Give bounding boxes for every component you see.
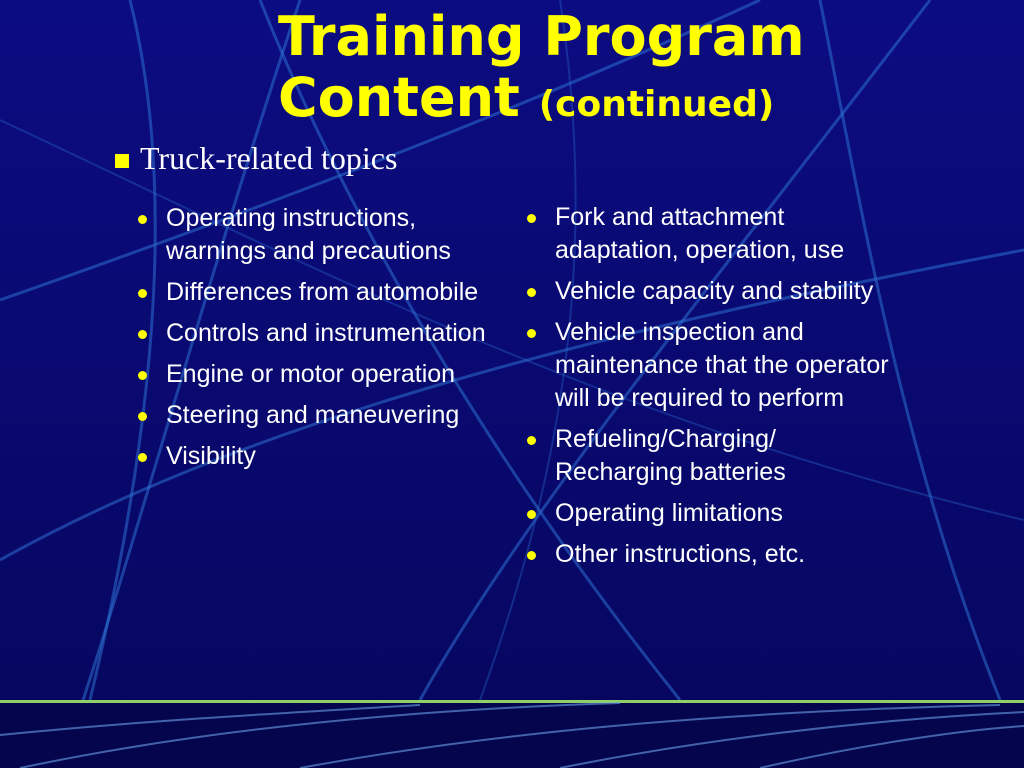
list-item-text: Refueling/Charging/ Recharging batteries <box>555 425 786 486</box>
topic-heading <box>115 140 397 177</box>
slide-title <box>278 6 978 135</box>
list-item-text: Controls and instrumentation <box>166 319 486 347</box>
list-item-text: Other instructions, etc. <box>555 540 806 568</box>
list-item <box>525 423 905 489</box>
list-item-text: Vehicle inspection and maintenance that the operator will be required to perform <box>555 318 889 412</box>
bullet-dot-icon <box>138 330 147 339</box>
list-item <box>136 440 496 473</box>
title-suffix: (continued) <box>538 84 775 125</box>
square-bullet-icon <box>115 154 129 168</box>
bullet-dot-icon <box>138 371 147 380</box>
list-item-text: Operating instructions, warnings and precautions <box>166 204 451 265</box>
list-item-text: Fork and attachment adaptation, operation, use <box>555 203 845 264</box>
bullet-dot-icon <box>527 288 536 297</box>
title-line1: Training Program <box>278 5 805 68</box>
bullet-dot-icon <box>527 510 536 519</box>
list-item-text: Engine or motor operation <box>166 360 456 388</box>
list-item <box>136 276 496 309</box>
right-bullet-list <box>525 201 905 579</box>
list-item <box>525 275 905 308</box>
topic-label: Truck-related topics <box>140 140 398 176</box>
bullet-dot-icon <box>138 289 147 298</box>
bullet-dot-icon <box>527 436 536 445</box>
left-bullet-list <box>136 202 496 481</box>
bullet-dot-icon <box>138 453 147 462</box>
list-item <box>525 497 905 530</box>
list-item <box>136 358 496 391</box>
list-item-text: Differences from automobile <box>166 278 479 306</box>
list-item <box>525 201 905 267</box>
list-item <box>136 399 496 432</box>
bullet-dot-icon <box>138 412 147 421</box>
bullet-dot-icon <box>527 329 536 338</box>
list-item-text: Steering and maneuvering <box>166 401 460 429</box>
title-line2: Content <box>278 66 520 129</box>
list-item-text: Vehicle capacity and stability <box>555 277 874 305</box>
list-item-text: Visibility <box>166 442 256 470</box>
bullet-dot-icon <box>138 215 147 224</box>
bullet-dot-icon <box>527 551 536 560</box>
list-item <box>525 538 905 571</box>
list-item-text: Operating limitations <box>555 499 783 527</box>
list-item <box>136 202 496 268</box>
list-item <box>525 316 905 415</box>
list-item <box>136 317 496 350</box>
bullet-dot-icon <box>527 214 536 223</box>
